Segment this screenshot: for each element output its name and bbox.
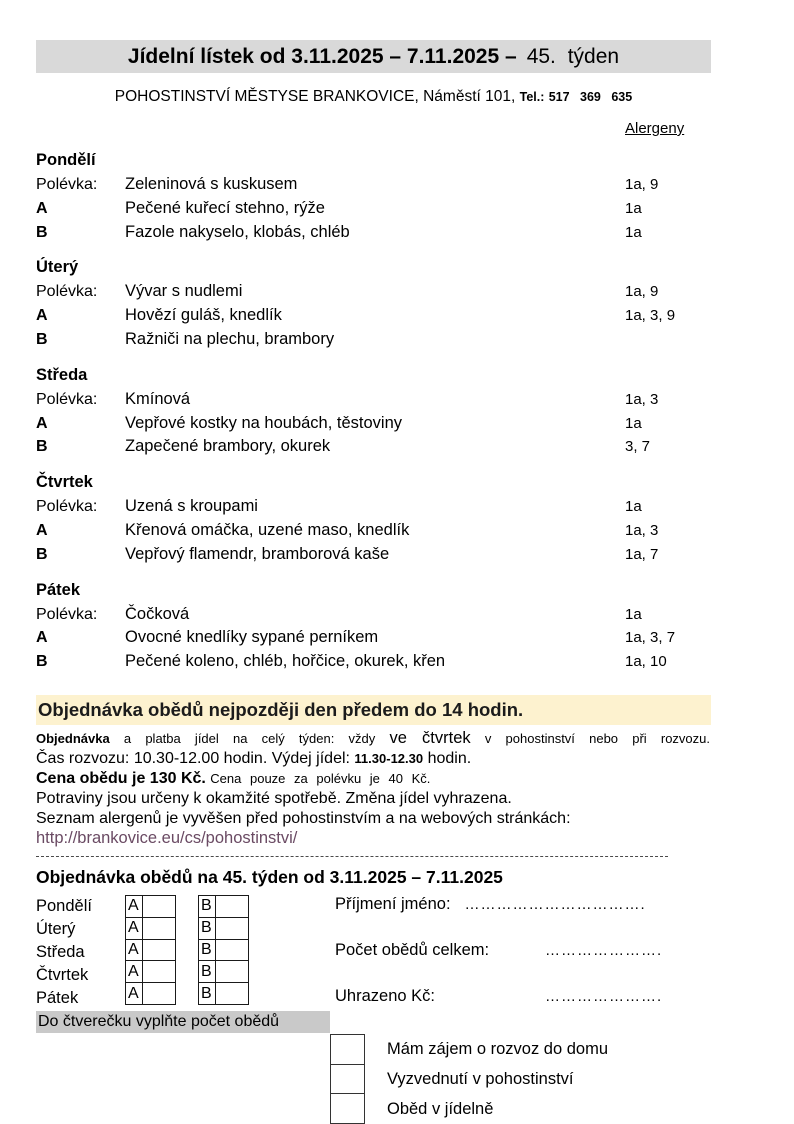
title-date-range: Jídelní lístek od 3.11.2025 – 7.11.2025 –	[127, 45, 517, 68]
day-section-wednesday	[36, 363, 760, 459]
option-b-table	[198, 895, 249, 1005]
row-label-a: A	[36, 307, 48, 325]
order-form	[36, 895, 760, 1010]
menu-row	[36, 197, 760, 221]
day-section-tuesday	[36, 255, 760, 351]
allergen-codes: 1a, 3	[625, 521, 659, 539]
allergen-codes: 3, 7	[625, 438, 651, 456]
dish-name: Vepřový flamendr, bramborová kaše	[125, 544, 390, 563]
day-name: Středa	[36, 365, 88, 384]
menu-row	[36, 412, 760, 436]
row-label-a: A	[36, 521, 48, 539]
allergen-codes: 1a	[625, 223, 642, 241]
allergens-column-header: Alergeny	[625, 120, 685, 137]
page-title	[36, 40, 711, 73]
establishment-name: POHOSTINSTVÍ MĚSTYSE BRANKOVICE, Náměstí 101,	[114, 88, 516, 105]
dish-name: Ražniči na plechu, brambory	[125, 329, 335, 348]
row-label-a: A	[36, 199, 48, 217]
phone-number: 517 369 635	[548, 90, 633, 104]
option-b-count-box-wednesday[interactable]	[216, 939, 249, 961]
name-field-label: Příjmení jméno:	[335, 894, 451, 913]
menu-row	[36, 328, 760, 352]
total-lunches-field	[335, 939, 727, 962]
home-delivery-label: Mám zájem o rozvoz do domu	[387, 1039, 609, 1058]
delivery-pre: Čas rozvozu: 10.30-12.00 hodin. Výdej jídel:	[36, 749, 350, 767]
soup-price: Cena pouze za polévku je 40 Kč.	[210, 770, 431, 786]
row-label-b: B	[36, 330, 48, 348]
allergen-codes	[625, 328, 760, 352]
option-a-count-box-wednesday[interactable]	[143, 939, 176, 961]
day-name: Pátek	[36, 580, 81, 599]
menu-row	[36, 388, 760, 412]
pickup-checkboxes	[330, 1034, 365, 1124]
serving-time: 11.30-12.30	[354, 750, 424, 766]
checkbox-pickup-pub[interactable]	[331, 1064, 365, 1094]
order-form-heading: Objednávka obědů na 45. týden od 3.11.2025 – 7.11.2025	[36, 866, 503, 887]
option-b-label: B	[199, 895, 216, 917]
menu-row	[36, 543, 760, 567]
allergen-codes: 1a, 3, 7	[625, 629, 676, 647]
fill-squares-note: Do čtverečku vyplňte počet obědů	[36, 1011, 330, 1033]
order-day-wednesday: Středa	[36, 942, 85, 961]
order-rest-text: v pohostinství nebo při rozvozu.	[484, 730, 710, 746]
row-label-b: B	[36, 545, 48, 563]
paid-amount-label: Uhrazeno Kč:	[335, 986, 435, 1005]
paid-amount-field	[335, 985, 727, 1008]
name-field	[335, 893, 727, 916]
menu-row	[36, 304, 760, 328]
dish-name: Uzená s kroupami	[125, 497, 258, 516]
allergen-codes: 1a, 9	[625, 283, 659, 301]
day-name: Úterý	[36, 258, 79, 277]
menu-row	[36, 173, 760, 197]
option-a-count-box-friday[interactable]	[143, 983, 176, 1005]
day-section-friday	[36, 578, 760, 674]
dish-name: Kmínová	[125, 389, 191, 408]
order-mid-text: a platba jídel na celý týden: vždy	[123, 730, 376, 746]
checkbox-dine-in[interactable]	[331, 1094, 365, 1124]
dish-name: Hovězí guláš, knedlík	[125, 306, 282, 325]
row-label-soup: Polévka:	[36, 605, 98, 623]
lunch-price: Cena obědu je 130 Kč.	[36, 769, 206, 787]
row-label-a: A	[36, 414, 48, 432]
option-a-label: A	[126, 895, 143, 917]
allergen-codes: 1a	[625, 498, 642, 516]
option-a-table	[125, 895, 176, 1005]
order-day-emphasis: ve čtvrtek	[389, 728, 471, 747]
dish-name: Pečené kuřecí stehno, rýže	[125, 198, 325, 217]
paid-amount-fill-line[interactable]: ………………….	[545, 987, 663, 1005]
order-payment-line	[36, 728, 710, 749]
dine-in-label: Oběd v jídelně	[387, 1099, 494, 1118]
option-a-count-box-monday[interactable]	[143, 895, 176, 917]
order-day-labels	[36, 895, 125, 1010]
order-deadline-banner: Objednávka obědů nejpozději den předem do 14 hodin.	[36, 695, 711, 725]
menu-row	[36, 650, 760, 674]
option-b-count-box-monday[interactable]	[216, 895, 249, 917]
menu-row	[36, 603, 760, 627]
dish-name: Zapečené brambory, okurek	[125, 437, 331, 456]
pickup-option-labels	[387, 1034, 608, 1124]
delivery-post: hodin.	[427, 749, 472, 767]
row-label-soup: Polévka:	[36, 176, 98, 193]
website-link[interactable]: http://brankovice.eu/cs/pohostinstvi/	[36, 828, 298, 847]
option-a-count-box-thursday[interactable]	[143, 961, 176, 983]
phone-label: Tel.:	[519, 90, 545, 104]
establishment-line	[36, 88, 711, 106]
dish-name: Zeleninová s kuskusem	[125, 175, 298, 193]
consumption-note: Potraviny jsou určeny k okamžité spotřebě. Změna jídel vyhrazena.	[36, 789, 512, 807]
row-label-b: B	[36, 438, 48, 456]
option-a-label: A	[126, 961, 143, 983]
row-label-soup: Polévka:	[36, 283, 98, 301]
menu-row	[36, 221, 760, 245]
day-section-thursday	[36, 470, 760, 566]
allergen-list-note: Seznam alergenů je vyvěšen před pohostinstvím a na webových stránkách:	[36, 809, 571, 827]
pickup-options	[330, 1034, 760, 1124]
menu-row	[36, 435, 760, 459]
checkbox-home-delivery[interactable]	[331, 1034, 365, 1064]
allergen-codes: 1a	[625, 605, 642, 623]
pickup-pub-label: Vyzvednutí v pohostinství	[387, 1069, 574, 1088]
title-week-number: 45. týden	[526, 45, 620, 68]
dish-name: Čočková	[125, 604, 190, 623]
option-a-label: A	[126, 939, 143, 961]
option-a-count-box-tuesday[interactable]	[143, 917, 176, 939]
option-b-label: B	[199, 917, 216, 939]
allergen-codes: 1a	[625, 414, 642, 432]
row-label-soup: Polévka:	[36, 498, 98, 516]
menu-row	[36, 495, 760, 519]
option-b-count-box-tuesday[interactable]	[216, 917, 249, 939]
order-day-monday: Pondělí	[36, 896, 92, 915]
total-lunches-label: Počet obědů celkem:	[335, 940, 490, 959]
allergen-codes: 1a, 3	[625, 390, 659, 408]
menu-document	[36, 40, 760, 1124]
menu-row	[36, 519, 760, 543]
delivery-time-line	[36, 749, 760, 769]
row-label-soup: Polévka:	[36, 390, 98, 408]
total-lunches-fill-line[interactable]: ………………….	[545, 941, 663, 959]
dish-name: Pečené koleno, chléb, hořčice, okurek, křen	[125, 652, 446, 671]
dish-name: Vývar s nudlemi	[125, 282, 243, 301]
menu-row	[36, 626, 760, 650]
allergen-codes: 1a	[625, 199, 642, 217]
allergen-codes: 1a, 7	[625, 545, 659, 563]
option-b-count-box-friday[interactable]	[216, 983, 249, 1005]
row-label-b: B	[36, 653, 48, 671]
option-a-label: A	[126, 983, 143, 1005]
order-day-thursday: Čtvrtek	[36, 965, 89, 984]
row-label-a: A	[36, 629, 48, 647]
allergen-codes: 1a, 3, 9	[625, 307, 676, 325]
option-a-label: A	[126, 917, 143, 939]
row-label-b: B	[36, 223, 48, 241]
order-word: Objednávka	[36, 730, 110, 746]
day-section-monday	[36, 148, 760, 244]
dashed-divider	[36, 856, 668, 857]
dish-name: Ovocné knedlíky sypané perníkem	[125, 628, 379, 647]
order-day-friday: Pátek	[36, 988, 79, 1007]
day-name: Čtvrtek	[36, 473, 93, 492]
price-line	[36, 769, 760, 789]
day-name: Pondělí	[36, 151, 96, 169]
option-b-label: B	[199, 983, 216, 1005]
dish-name: Vepřové kostky na houbách, těstoviny	[125, 413, 403, 432]
dish-name: Fazole nakyselo, klobás, chléb	[125, 222, 350, 241]
option-b-label: B	[199, 961, 216, 983]
option-b-count-box-thursday[interactable]	[216, 961, 249, 983]
allergen-codes: 1a, 10	[625, 653, 667, 671]
option-b-label: B	[199, 939, 216, 961]
order-day-tuesday: Úterý	[36, 919, 76, 938]
menu-row	[36, 280, 760, 304]
name-field-fill-line[interactable]: …………………………….	[464, 895, 646, 913]
dish-name: Křenová omáčka, uzené maso, knedlík	[125, 520, 410, 539]
allergen-codes: 1a, 9	[625, 176, 659, 193]
